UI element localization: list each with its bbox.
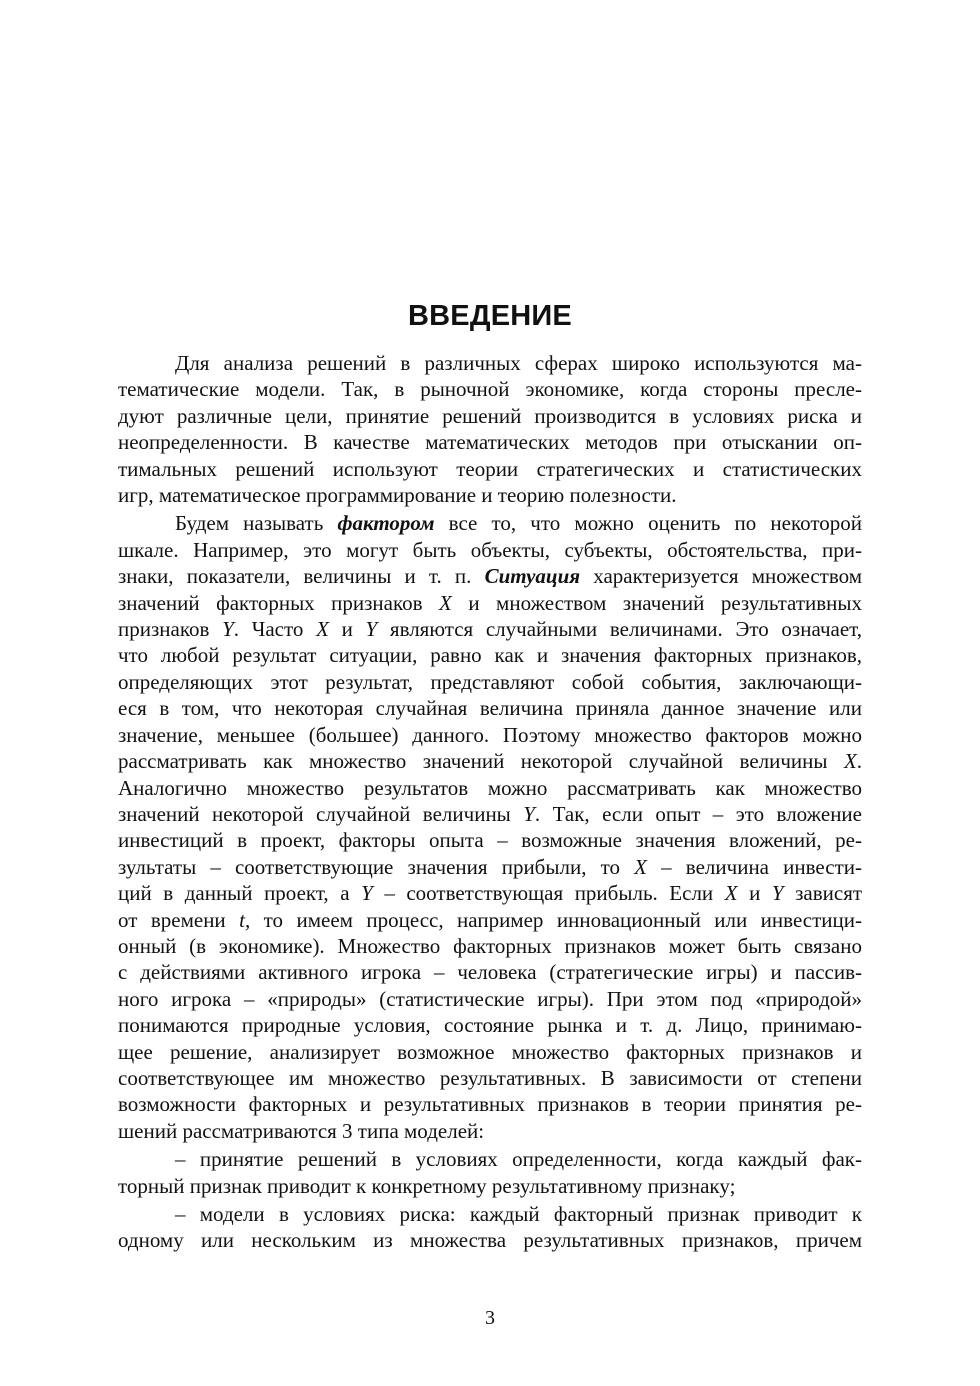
text-line: ций в данный проект, а Y – соответствующая прибыль. Если X и Y зависят xyxy=(118,881,863,906)
text-line: – принятие решений в условиях определенности, когда каждый фак- xyxy=(175,1147,862,1172)
text-line: Аналогично множество результатов можно рассматривать как множество xyxy=(118,775,862,800)
variable-x: X xyxy=(634,854,647,879)
text-line: еся в том, что некоторая случайная величина приняла данное значение или xyxy=(118,696,862,721)
text-line: шкале. Например, это могут быть объекты, субъекты, обстоятельства, при- xyxy=(118,537,862,562)
text-line: – модели в условиях риска: каждый факторный признак приводит к xyxy=(175,1202,862,1226)
text-line: понимаются природные условия, состояние рынка и т. д. Лицо, принимаю- xyxy=(118,1013,862,1038)
paragraph-factors xyxy=(118,510,862,1144)
list-item-risk xyxy=(118,1201,862,1254)
page-title: ВВЕДЕНИЕ xyxy=(408,300,572,332)
variable-x: X xyxy=(439,590,452,615)
variable-y: Y xyxy=(523,801,535,826)
text-line: рассматривать как множество значений некоторой случайной величины X. xyxy=(118,749,863,774)
text-line: признаков Y. Часто X и Y являются случайными величинами. Это означает, xyxy=(118,617,862,642)
text-line: значение, меньшее (большее) данного. Поэтому множество факторов можно xyxy=(118,722,862,747)
text-line: от времени t, то имеем процесс, например инновационный или инвестици- xyxy=(118,907,862,932)
text-line: что любой результат ситуации, равно как и значения факторных признаков, xyxy=(118,643,862,668)
variable-y: Y xyxy=(771,881,784,906)
term-situation: Ситуация xyxy=(484,564,581,589)
variable-y: Y xyxy=(365,617,378,642)
text-line: игр, математическое программирование и теорию полезности. xyxy=(118,483,677,508)
text-line: зультаты – соответствующие значения прибыли, то X – величина инвести- xyxy=(118,854,862,879)
variable-y: Y xyxy=(361,881,373,906)
variable-t: t xyxy=(239,907,245,932)
text-line: инвестиций в проект, факторы опыта – возможные значения вложений, ре- xyxy=(118,828,862,853)
text-line: знаки, показатели, величины и т. п. Ситуация характеризуется множеством xyxy=(118,564,862,589)
text-line: определяющих этот результат, представляют собой события, заключающи- xyxy=(118,669,862,694)
text-line: с действиями активного игрока – человека (стратегические игры) и пассив- xyxy=(118,960,862,985)
variable-y: Y xyxy=(222,617,234,642)
list-item-certainty xyxy=(118,1146,862,1199)
page-number: 3 xyxy=(485,1307,495,1329)
paragraph-intro xyxy=(118,350,862,508)
text-line: значений некоторой случайной величины Y. Так, если опыт – это вложение xyxy=(118,801,862,826)
text-line: одному или нескольким из множества результативных признаков, причем xyxy=(118,1228,862,1253)
text-line: значений факторных признаков X и множеством значений результативных xyxy=(118,590,863,615)
variable-x: X xyxy=(316,617,329,642)
text-line: ного игрока – «природы» (статистические игры). При этом под «природой» xyxy=(118,986,862,1011)
text-line: онный (в экономике). Множество факторных признаков может быть связано xyxy=(118,933,862,958)
text-line: неопределенности. В качестве математических методов при отыскании оп- xyxy=(118,430,862,455)
body-text xyxy=(118,350,862,1254)
text-line: тимальных решений используют теории стратегических и статистических xyxy=(118,456,862,481)
term-factor: фактором xyxy=(337,511,435,536)
variable-x: X xyxy=(843,749,857,774)
text-line: Будем называть фактором все то, что можно оценить по некоторой xyxy=(175,511,862,536)
variable-x: X xyxy=(724,881,738,906)
text-line: щее решение, анализирует возможное множество факторных признаков и xyxy=(118,1039,862,1064)
text-line: соответствующее им множество результативных. В зависимости от степени xyxy=(118,1065,862,1090)
text-line: дуют различные цели, принятие решений производится в условиях риска и xyxy=(118,403,862,428)
text-line: шений рассматриваются 3 типа моделей: xyxy=(118,1118,485,1143)
text-line: Для анализа решений в различных сферах широко используются ма- xyxy=(175,351,862,375)
text-line: торный признак приводит к конкретному результативному признаку; xyxy=(118,1173,736,1198)
text-line: тематические модели. Так, в рыночной экономике, когда стороны пресле- xyxy=(118,377,862,402)
text-line: возможности факторных и результативных признаков в теории принятия ре- xyxy=(118,1092,862,1117)
